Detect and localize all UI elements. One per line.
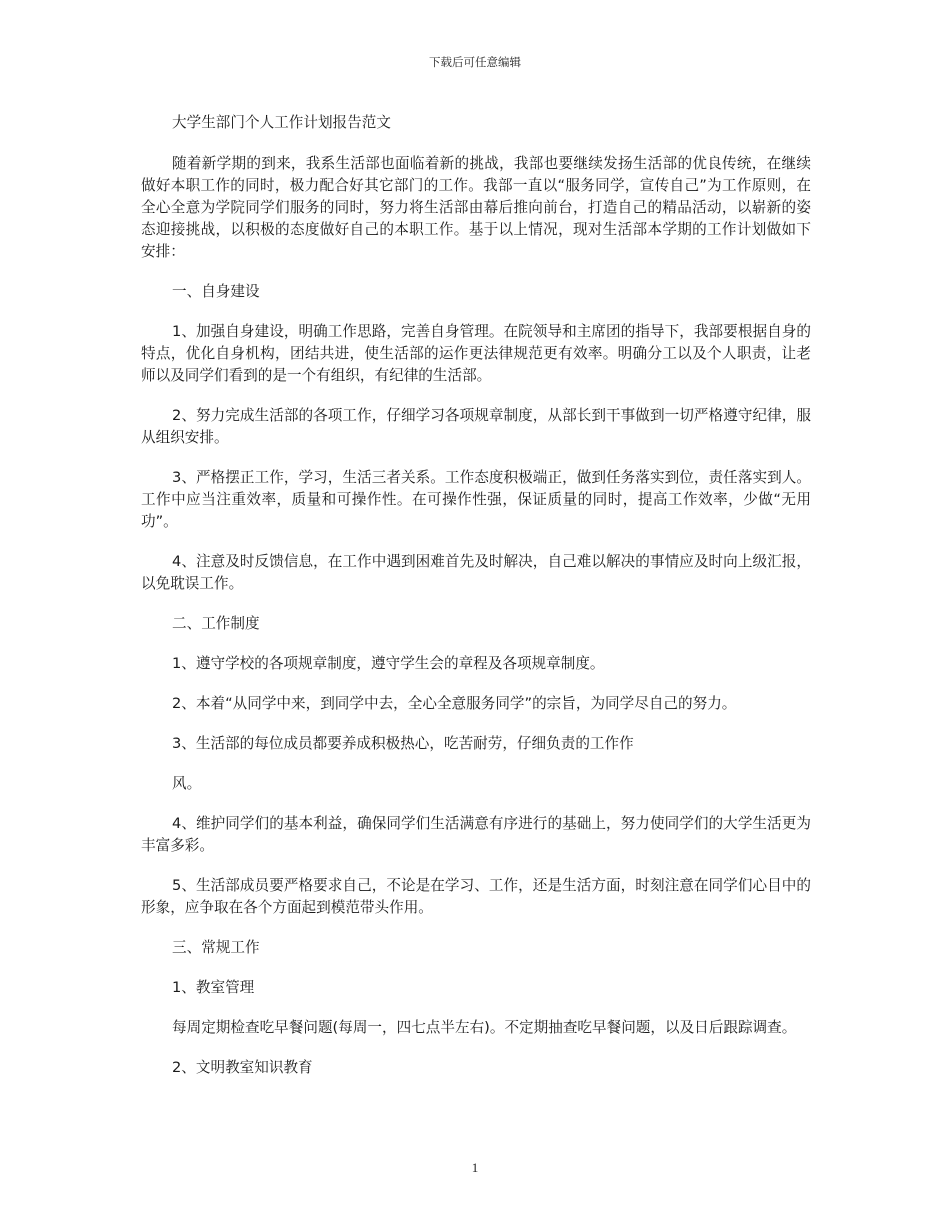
work-system-item-3-continued: 风。: [172, 775, 202, 792]
routine-classroom-text: 每周定期检查吃早餐问题(每周一，四七点半左右)。不定期抽查吃早餐问题，以及日后跟踪调查。: [172, 1019, 797, 1036]
work-system-item-1: 1、遵守学校的各项规章制度，遵守学生会的章程及各项规章制度。: [172, 655, 605, 672]
section-heading-routine-work: 三、常规工作: [172, 939, 260, 956]
section-heading-work-system: 二、工作制度: [172, 615, 260, 632]
document-title: 大学生部门个人工作计划报告范文: [172, 114, 391, 131]
self-building-item-4: 4、注意及时反馈信息，在工作中遇到困难首先及时解决，自己难以解决的事情应及时向上级汇报，以免耽误工作。: [141, 553, 811, 592]
document-body: [141, 112, 811, 1097]
work-system-item-3: 3、生活部的每位成员都要养成积极热心，吃苦耐劳，仔细负责的工作作: [172, 735, 634, 752]
header-note: 下载后可任意编辑: [429, 55, 521, 69]
routine-subheading-classroom: 1、教室管理: [172, 979, 255, 996]
work-system-item-5: 5、生活部成员要严格要求自己，不论是在学习、工作，还是生活方面，时刻注意在同学们心目中的形象，应争取在各个方面起到模范带头作用。: [141, 877, 811, 916]
self-building-item-2: 2、努力完成生活部的各项工作，仔细学习各项规章制度，从部长到干事做到一切严格遵守纪律，服从组织安排。: [141, 407, 811, 446]
page-number: 1: [471, 1160, 479, 1175]
self-building-item-1: 1、加强自身建设，明确工作思路，完善自身管理。在院领导和主席团的指导下，我部要根据自身的特点，优化自身机构，团结共进，使生活部的运作更法律规范更有效率。明确分工以及个人职责，让老师以及同学们看到的是一个有组织，有纪律的生活部。: [141, 323, 811, 384]
work-system-item-2: 2、本着“从同学中来，到同学中去，全心全意服务同学”的宗旨，为同学尽自己的努力。: [172, 695, 737, 712]
section-heading-self-building: 一、自身建设: [172, 283, 260, 300]
self-building-item-3: 3、严格摆正工作，学习，生活三者关系。工作态度积极端正，做到任务落实到位，责任落实到人。工作中应当注重效率，质量和可操作性。在可操作性强，保证质量的同时，提高工作效率，少做“无用功”。: [141, 469, 811, 530]
intro-paragraph: 随着新学期的到来，我系生活部也面临着新的挑战，我部也要继续发扬生活部的优良传统，在继续做好本职工作的同时，极力配合好其它部门的工作。我部一直以“服务同学，宣传自己”为工作原则，在全心全意为学院同学们服务的同时，努力将生活部由幕后推向前台，打造自己的精品活动，以崭新的姿态迎接挑战，以积极的态度做好自己的本职工作。基于以上情况，现对生活部本学期的工作计划做如下安排：: [141, 155, 811, 260]
work-system-item-4: 4、维护同学们的基本利益，确保同学们生活满意有序进行的基础上，努力使同学们的大学生活更为丰富多彩。: [141, 815, 811, 854]
routine-subheading-education: 2、文明教室知识教育: [172, 1059, 313, 1076]
